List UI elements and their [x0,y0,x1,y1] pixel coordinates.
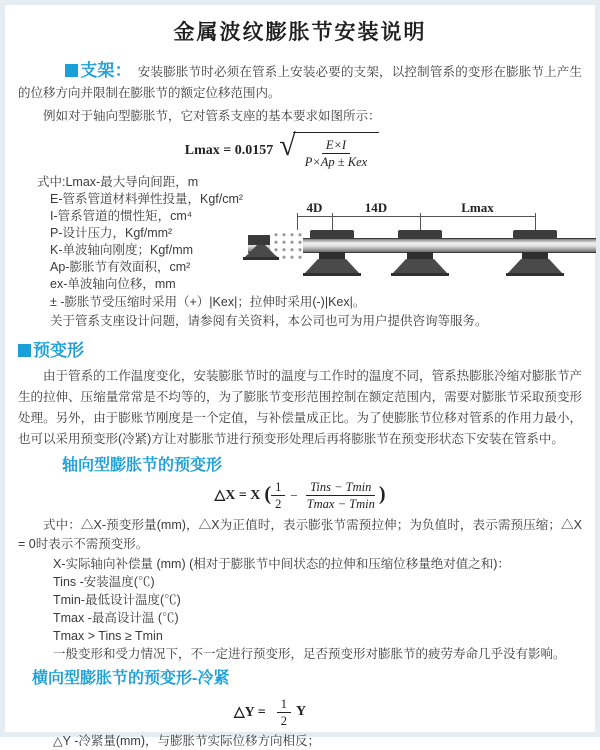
section-bullet-icon [65,64,78,77]
definitions-and-diagram [18,174,582,293]
service-note: 关于管系支座设计问题，请参阅有关资料，本公司也可为用户提供咨询等服务。 [50,313,488,328]
minus-operator: − [290,487,298,503]
support-intro-paragraph [18,60,582,104]
guide-support [303,202,361,284]
radical-sign-icon: √ [279,129,296,162]
dimension-label-14d: 14D [364,199,388,215]
fraction-numerator: 1 [277,697,291,713]
definition-line: K-单波轴向刚度；Kgf/mm [50,242,194,257]
dimension-label-lmax: Lmax [461,199,494,215]
one-half-fraction [277,697,291,729]
guide-support [391,202,449,284]
anchor-support [248,235,270,245]
fraction-numerator: Tins − Tmin [306,480,375,496]
lateral-formula-rhs: Y [295,704,307,720]
axial-formula-lhs: △X = X [214,488,261,504]
definition-line: E-管系管道材料弹性投量，Kgf/cm² [50,191,244,206]
support-example-line: 例如对于轴向型膨胀节，它对管系支座的基本要求如图所示： [43,109,381,123]
fraction-numerator: 1 [271,480,285,496]
axial-remark-line: 一般变形和受力情况下，不一定进行预变形，足否预变形对膨胀节的疲劳寿命几乎没有影响。 [53,646,566,661]
section-bullet-icon [18,344,31,357]
axial-formula [18,480,582,512]
guide-support [506,202,564,284]
definition-line: ex-单波轴向位移，mm [50,276,176,291]
lateral-formula [0,697,552,729]
fraction-denominator: 2 [275,497,282,512]
anchor-support-baseline [243,257,279,260]
definition-line: 式中:Lmax-最大导向间距，m [37,174,199,189]
lmax-formula-lhs: Lmax = 0.0157 [184,142,274,158]
definition-line: Ap-膨胀节有效面积，cm² [50,259,191,274]
predeform-section-heading: 预变形 [33,340,84,360]
predeform-body-paragraph: 由于管系的工作温度变化，安装膨胀节时的温度与工作时的温度不同，管系热膨胀冷缩对膨胀节产生的拉伸、压缩量常常是不均等的，为了膨胀节变形范围控制在额定范围内，需要对膨胀节采取预变形处理。另外，由于膨账节刚度是一个定值，与补偿量成正比。为了使膨胀节位移对管系的作用力最小，也可以采用预变形(冷紧)方让对膨胀节进行预变形处理后再将膨胀节在预变形状态下安装在管系中。 [18,368,582,446]
fraction-denominator: Tmax − Tmin [306,497,375,512]
lateral-formula-lhs: △Y = [233,704,266,720]
pipe-support-diagram [248,199,596,284]
lmax-formula-denominator: P×Ap ± Kex [304,155,368,170]
lateral-definition-line: △Y -冷紧量(mm)，与膨胀节实际位移方向相反； [53,734,321,749]
one-half-fraction [271,480,285,512]
sqrt-radical [279,129,379,170]
lmax-formula [0,129,564,170]
axial-subsection-heading: 轴向型膨胀节的预变形 [62,456,223,474]
lateral-subsection-heading: 横向型膨胀节的预变形-冷紧 [32,669,230,687]
support-section-heading: 支架： [80,61,132,80]
axial-definition-line: Tins -安装温度(℃) [53,574,155,589]
fraction-denominator: 2 [280,713,287,728]
plus-minus-note: ± -膨胀节受压缩时采用（+）|Kex|；拉伸时采用(-)|Kex|。 [50,294,366,309]
definition-line: P-设计压力，Kgf/mm² [50,225,173,240]
dimension-label-4d: 4D [306,199,323,215]
axial-explanation-paragraph: 式中：△X-预变形量(mm)，△X为正值时，表示膨张节需预拉伸；为负值时，表示需预压缩；△X = 0时表示不需预变形。 [18,517,582,551]
close-paren: ) [378,483,386,506]
axial-definition-line: X-实际轴向补偿量 (mm) (相对于膨胀节中间状态的拉伸和压缩位移量绝对值之和)： [53,556,510,571]
page-title: 金属波纹膨胀节安装说明 [173,21,427,44]
lmax-formula-numerator: E×I [322,138,350,154]
open-paren: ( [264,483,272,506]
support-intro-text: 安装膨胀节时必须在管系上安装必要的支架，以控制管系的变形在膨胀节上产生的位移方向并限制在膨胀节的额定位移范围内。 [18,65,582,100]
anchor-support-base [245,245,277,257]
axial-definition-line: Tmax > Tins ≥ Tmin [53,628,163,643]
axial-definition-line: Tmin-最低设计温度(℃) [53,592,181,607]
temperature-fraction [303,480,379,512]
definition-line: I-管系管道的惯性矩，cm⁴ [50,208,193,223]
predeform-section-heading-row [18,341,582,361]
axial-definition-line: Tmax -最高设计温 (℃) [53,610,179,625]
